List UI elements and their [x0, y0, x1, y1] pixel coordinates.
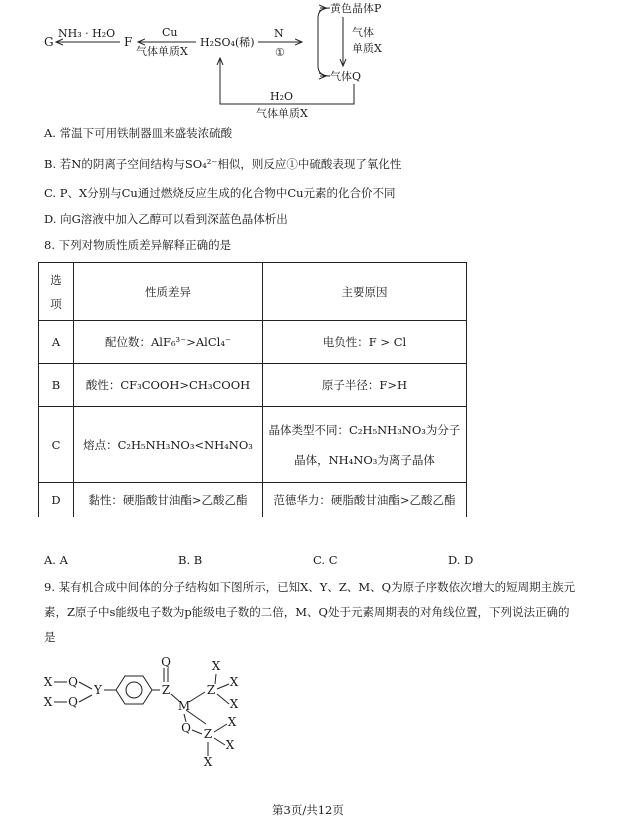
table-row	[39, 407, 467, 483]
reagent-gas-x-1: 气体单质X	[136, 45, 188, 58]
atom-z3: Z	[203, 727, 213, 741]
reagent-n: N	[274, 27, 284, 40]
row-reason: 电负性：F > Cl	[263, 321, 467, 364]
table-row	[39, 364, 467, 407]
page-footer: 第3页/共12页	[272, 803, 344, 817]
node-q: 气体Q	[330, 70, 362, 83]
q7-option-a: A. 常温下可用铁制器皿来盛装浓硫酸	[44, 126, 233, 140]
loop-reagent-h2o: H₂O	[270, 90, 294, 103]
row-option: B	[39, 364, 74, 407]
atom-x3: X	[211, 659, 221, 673]
atom-z2: Z	[206, 683, 216, 697]
table-row	[39, 483, 467, 518]
reagent-cu: Cu	[162, 26, 178, 39]
q9-stem-line-2: 素，Z原子中s能级电子数为p能级电子数的二倍，M、Q处于元素周期表的对角线位置，下列说法正确的	[44, 605, 570, 619]
q9-stem-line-3: 是	[44, 630, 56, 644]
atom-x1: X	[43, 675, 53, 689]
atom-x5: X	[229, 697, 239, 711]
atom-x7: X	[225, 738, 235, 752]
node-p: 黄色晶体P	[330, 2, 382, 15]
atom-q1: Q	[68, 675, 78, 689]
q8-answer-b: B. B	[178, 553, 203, 567]
reagent-nh3: NH₃ · H₂O	[58, 27, 116, 40]
node-f: F	[124, 35, 133, 49]
table-header-row	[39, 263, 467, 321]
row-option: D	[39, 483, 74, 518]
molecule-bonds	[54, 668, 229, 756]
q9-stem-line-1: 9. 某有机合成中间体的分子结构如下图所示，已知X、Y、Z、M、Q为原子序数依次增大的短周期主族元	[44, 580, 576, 594]
atom-x4: X	[229, 675, 239, 689]
atom-o: Q	[161, 655, 171, 669]
atom-q2: Q	[68, 695, 78, 709]
q8-answer-c: C. C	[313, 553, 338, 567]
atom-q3: Q	[181, 721, 191, 735]
q7-option-b: B. 若N的阴离子空间结构与SO₄²⁻相似，则反应①中硫酸表现了氧化性	[44, 157, 402, 171]
step-label-1: ①	[275, 46, 285, 59]
row-difference: 配位数：AlF₆³⁻>AlCl₄⁻	[74, 321, 263, 364]
row-difference: 酸性：CF₃COOH>CH₃COOH	[74, 364, 263, 407]
molecule-structure	[36, 652, 256, 772]
atom-x2: X	[43, 695, 53, 709]
atom-y: Y	[94, 683, 102, 697]
node-g: G	[44, 35, 54, 49]
header-reason: 主要原因	[263, 263, 467, 321]
branch-bracket	[318, 8, 330, 76]
row-reason: 晶体类型不同：C₂H₅NH₃NO₃为分子 晶体，NH₄NO₃为离子晶体	[263, 407, 467, 483]
table-row	[39, 321, 467, 364]
atom-x6: X	[227, 715, 237, 729]
row-option: A	[39, 321, 74, 364]
q8-stem: 8. 下列对物质性质差异解释正确的是	[44, 238, 232, 252]
loop-reagent-gas-x: 气体单质X	[256, 107, 308, 120]
reaction-flow-diagram	[30, 0, 400, 124]
q7-option-d: D. 向G溶液中加入乙醇可以看到深蓝色晶体析出	[44, 212, 288, 226]
q8-answer-d: D. D	[448, 553, 474, 567]
side-reagent-gas: 气体	[352, 26, 374, 39]
row-reason: 范德华力：硬脂酸甘油酯>乙酸乙酯	[263, 483, 467, 518]
side-reagent-x: 单质X	[352, 42, 382, 55]
q8-table	[38, 262, 467, 517]
node-h2so4: H₂SO₄(稀)	[200, 36, 255, 49]
row-difference: 熔点：C₂H₅NH₃NO₃<NH₄NO₃	[74, 407, 263, 483]
header-difference: 性质差异	[74, 263, 263, 321]
atom-z1: Z	[161, 683, 171, 697]
row-difference: 黏性：硬脂酸甘油酯>乙酸乙酯	[74, 483, 263, 518]
header-option: 选 项	[39, 263, 74, 321]
atom-m: M	[177, 699, 191, 713]
row-option: C	[39, 407, 74, 483]
row-reason: 原子半径：F>H	[263, 364, 467, 407]
atom-x8: X	[203, 755, 213, 769]
q8-answer-a: A. A	[44, 553, 68, 567]
q7-option-c: C. P、X分别与Cu通过燃烧反应生成的化合物中Cu元素的化合价不同	[44, 186, 396, 200]
